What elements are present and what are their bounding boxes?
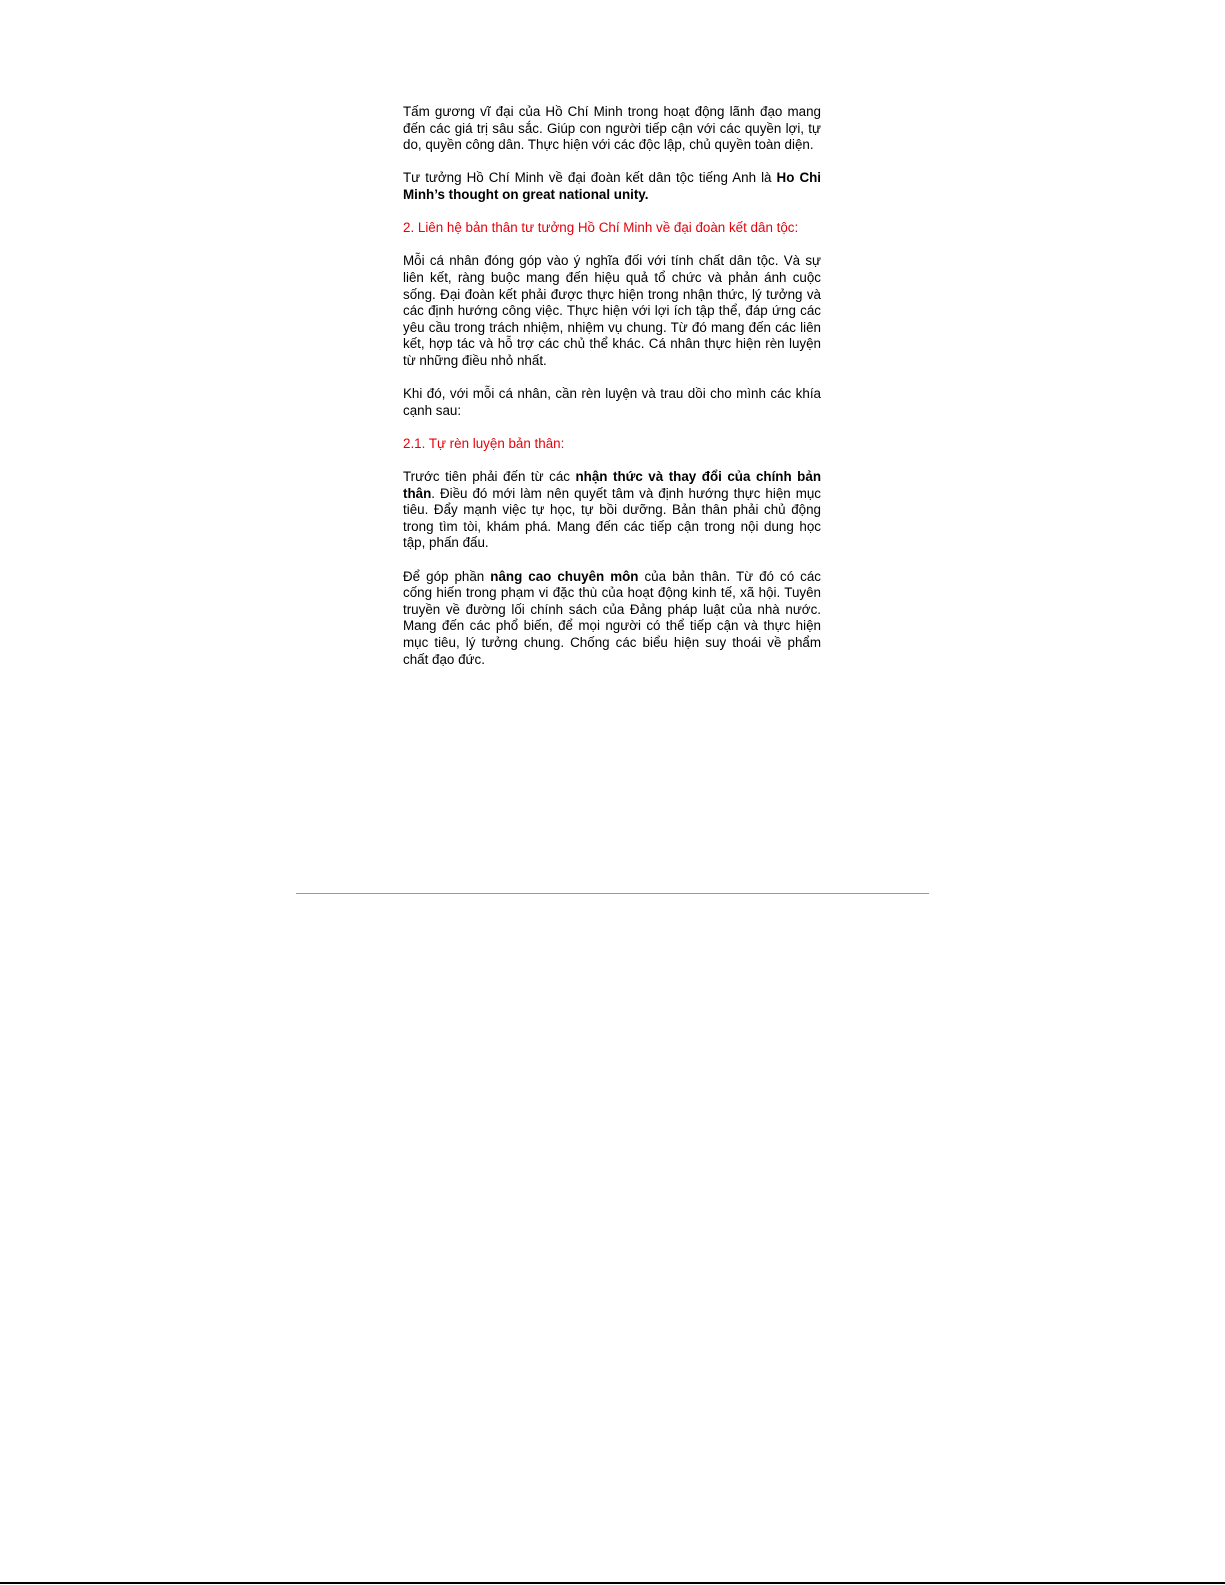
paragraph-aspects-intro: Khi đó, với mỗi cá nhân, cần rèn luyện và trau dồi cho mình các khía cạnh sau:: [403, 386, 821, 418]
paragraph-section-2: Mỗi cá nhân đóng góp vào ý nghĩa đối với tính chất dân tộc. Và sự liên kết, ràng buộc mang đến hiệu quả tổ chức và phản ánh cuộc sống. Đại đoàn kết phải được thực hiện trong nhận thức, lý tưởng và các định hướng công việc. Thực hiện với lợi ích tập thể, đáp ứng các yêu cầu trong trách nhiệm, nhiệm vụ chung. Từ đó mang đến các liên kết, hợp tác và hỗ trợ các chủ thể khác. Cá nhân thực hiện rèn luyện từ những điều nhỏ nhất.: [403, 253, 821, 368]
expertise-rest: của bản thân. Từ đó có các cống hiến trong phạm vi đặc thù của hoạt động kinh tế, xã hội. Tuyên truyền về đường lối chính sách của Đảng pháp luật của nhà nước. Mang đến các phổ biến, để mọi người có thể tiếp cận và thực hiện mục tiêu, lý tưởng chung. Chống các biểu hiện suy thoái về phẩm chất đạo đức.: [403, 568, 821, 667]
english-term-lead: Tư tưởng Hồ Chí Minh về đại đoàn kết dân tộc tiếng Anh là: [403, 170, 777, 186]
english-term-bold: Ho Chi Minh’s thought on great national unity.: [403, 170, 822, 202]
expertise-bold: nâng cao chuyên môn: [490, 568, 639, 584]
self-training-rest: . Điều đó mới làm nên quyết tâm và định hướng thực hiện mục tiêu. Đẩy mạnh việc tự học, tự bồi dưỡng. Bản thân phải chủ động trong tìm tòi, khám phá. Mang đến các tiếp cận trong nội dung học tập, phấn đấu.: [403, 485, 821, 551]
section-heading-2: 2. Liên hệ bản thân tư tưởng Hồ Chí Minh về đại đoàn kết dân tộc:: [403, 220, 799, 236]
expertise-lead: Để góp phần: [403, 568, 491, 584]
paragraph-intro: Tấm gương vĩ đại của Hồ Chí Minh trong hoạt động lãnh đạo mang đến các giá trị sâu sắc. Giúp con người tiếp cận với các quyền lợi, tự do, quyền công dân. Thực hiện với các độc lập, chủ quyền toàn diện.: [403, 104, 821, 153]
paragraph-expertise: [403, 569, 821, 669]
self-training-bold: nhận thức và thay đổi của chính bản thân: [403, 469, 821, 501]
bottom-edge-line: [0, 1582, 1225, 1584]
document-body: [403, 104, 821, 685]
self-training-lead: Trước tiên phải đến từ các: [403, 469, 576, 485]
section-heading-2-1: 2.1. Tự rèn luyện bản thân:: [403, 435, 565, 451]
paragraph-self-training: [403, 469, 821, 552]
paragraph-english-term: [403, 170, 821, 203]
page-divider: [296, 893, 929, 894]
